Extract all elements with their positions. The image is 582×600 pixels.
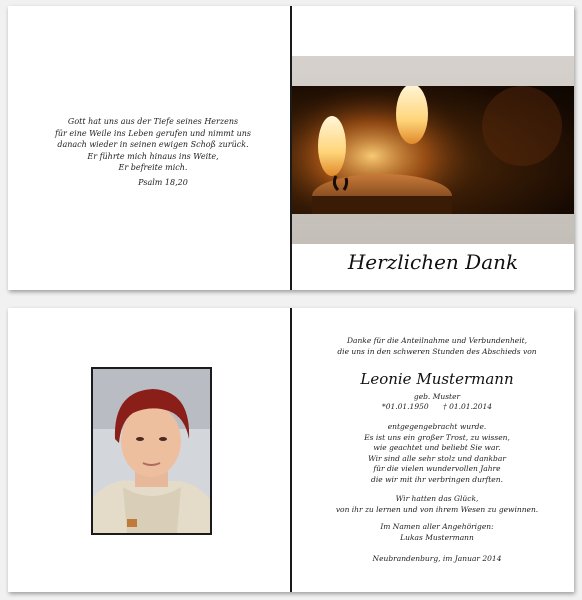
closing-line: Wir hatten das Glück, <box>395 494 479 503</box>
psalm-line: für eine Weile ins Leben gerufen und nimmt uns <box>54 128 252 138</box>
poem-line: Wir sind alle sehr stolz und dankbar <box>368 453 506 463</box>
headline: Herzlichen Dank <box>347 250 519 274</box>
card-front <box>8 6 574 290</box>
maiden-name-text: geb. Muster <box>413 392 461 401</box>
psalm-line: Er führte mich hinaus ins Weite, <box>87 151 219 161</box>
thanks-line: die uns in den schweren Stunden des Abschieds von <box>337 346 537 356</box>
signature <box>308 522 566 543</box>
place-date-text: Neubrandenburg, im Januar 2014 <box>372 554 502 563</box>
poem-line: entgegengebracht wurde. <box>387 422 487 431</box>
candle-photo <box>292 86 574 214</box>
life-dates <box>308 402 566 413</box>
poem-text <box>308 422 566 485</box>
candle-image <box>292 86 574 214</box>
poem-line: für die vielen wundervollen Jahre <box>373 464 501 473</box>
signature-line: Im Namen aller Angehörigen: <box>380 522 494 531</box>
psalm-line: danach wieder in seinen ewigen Schoß zurück. <box>57 140 249 149</box>
thanks-line: Danke für die Anteilnahme und Verbundenheit, <box>346 336 528 345</box>
poem-line: die wir mit ihr verbringen durften. <box>371 474 503 484</box>
poem-line: wie geachtet und beliebt Sie war. <box>373 443 501 452</box>
psalm-text <box>28 116 278 174</box>
deceased-name: Leonie Mustermann <box>360 370 514 388</box>
place-date <box>308 554 566 565</box>
fold-line <box>290 308 292 592</box>
poem-line: Es ist uns ein großer Trost, zu wissen, <box>364 432 510 442</box>
card-inside <box>8 308 574 592</box>
signature-line: Lukas Mustermann <box>400 532 474 542</box>
death-date: † 01.01.2014 <box>442 402 493 411</box>
psalm-reference: Psalm 18,20 <box>138 178 188 187</box>
birth-date: *01.01.1950 <box>381 402 429 411</box>
closing-line: von ihr zu lernen und von ihrem Wesen zu gewinnen. <box>335 504 539 514</box>
psalm-line: Er befreite mich. <box>118 163 188 172</box>
portrait-photo <box>91 367 212 535</box>
closing-text <box>308 494 566 515</box>
thanks-intro <box>308 336 566 357</box>
portrait-image <box>93 369 210 533</box>
photo-frame <box>292 56 574 244</box>
psalm-line: Gott hat uns aus der Tiefe seines Herzens <box>67 117 239 126</box>
maiden-name <box>308 392 566 403</box>
